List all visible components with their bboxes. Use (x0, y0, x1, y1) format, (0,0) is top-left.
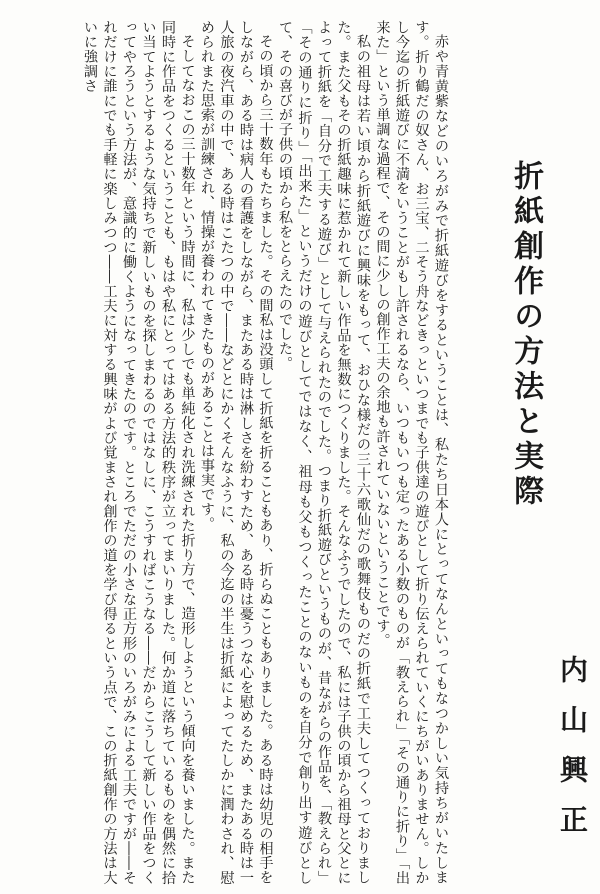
article-body (20, 20, 450, 885)
paragraph-3: その頃から三十数年もたちました。その間私は没頭して折紙を折ることもあり、折らぬこともありました。ある時は幼児の相手をしながら、ある時は病人の看護をしながら、またある時は淋しさを紛わすため、ある時は憂うつな心を慰めるため、またある時は一人旅の夜汽車の中で、ある時はこたつの中で――などとにかくそんなふうに、私の今迄の半生は折紙によってたしかに潤わされ、慰められまた思索が訓練され、情操が養われてきたものがあることは事実です。 (199, 20, 274, 885)
article-title: 折紙創作の方法と実際 (508, 160, 544, 510)
paragraph-2: 私の祖母は若い頃から折紙遊びに興味をもって、おひな様だの三十六歌仙だの歌舞伎ものだの折紙で工夫してつくっておりました。また父もその折紙趣味に惹かれて新しい作品を無数につくりました。そんなふうでしたので、私には子供の頃から祖母と父とによって折紙を「自分で工夫する遊び」として与えられたのでした。つまり折紙遊びというものが、昔ながらの作品を、「教えられ」「その通りに折り」「出来た」というだけの遊びとしてではなく、祖母も父もつくったことのないものを自分で創り出す遊びとして、その喜びが子供の頃から私をとらえたのでした。 (277, 20, 371, 885)
author-name: 内山興正 (556, 655, 589, 855)
paragraph-1: 赤や青黄紫などのいろがみで折紙遊びをするということは、私たち日本人にとってなんといってもなつかしい気持ちがいたします。折り鶴だの奴さん、お三宝、二そう舟などきっといつまでも子供達の遊びとして折り伝えられていくにちがいありません。しかし今迄の折紙遊びに不満をいうことがもし許されるなら、いつもいつも定ったある小数のものが「教えられ」「その通りに折り」「出来た」という単調な過程で、その間に少しの創作工夫の余地も許されていないということです。 (374, 20, 449, 885)
paragraph-4: そしてなおこの三十数年という時間に、私は少しでも単純化され洗練された折り方で、造形しようという傾向を養いました。また同時に作品をつくるということも、もはや私にとってはある方法的秩序が立ってまいりました。何か道に落ちているものを偶然に拾い当てようとするような気持ちで新しいものを探しまわるのではなしに、こうすればこうなる――だからこうして新しい作品をつくってやろうという方法が、意識的に働くようになってきたのです。ところでただの小さな正方形のいろがみによる工夫ですが――それだけに誰にでも手軽に楽しみつつ――工夫に対する興味がよび覚まされ創作の道を学び得るという点で、この折紙創作の方法は大いに強調さ (82, 20, 196, 885)
